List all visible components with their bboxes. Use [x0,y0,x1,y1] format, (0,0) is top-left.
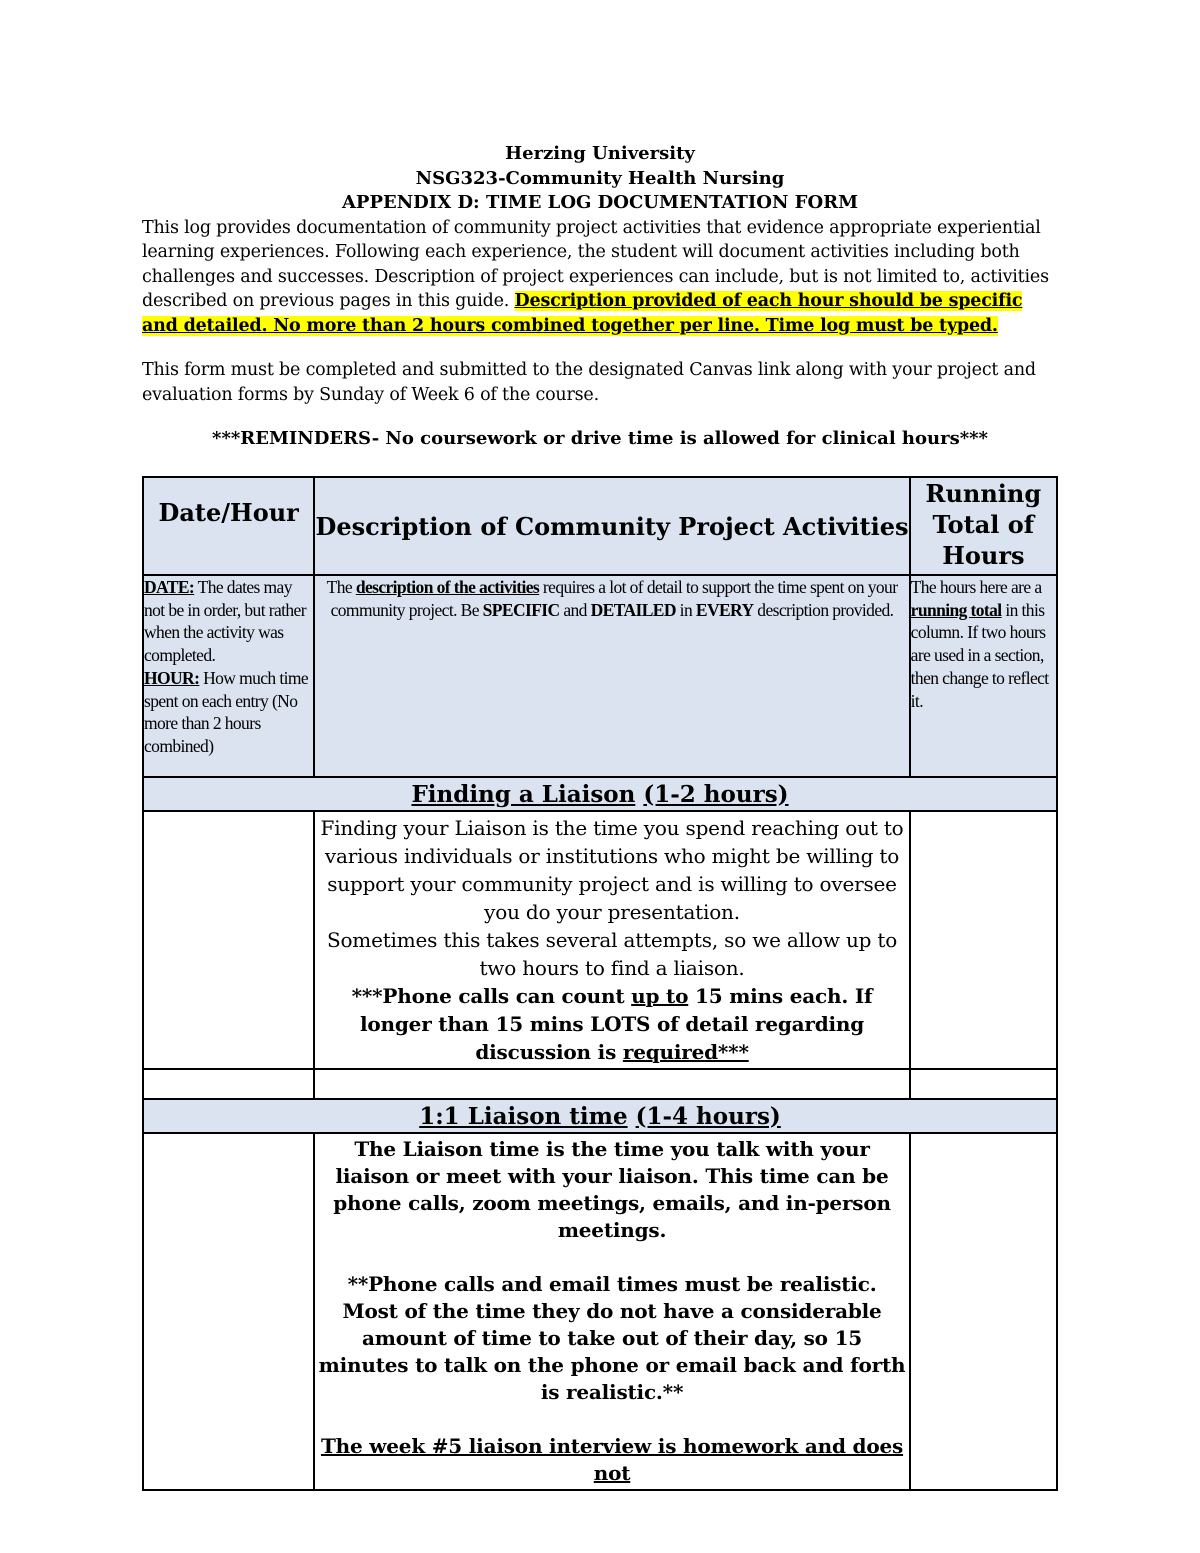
desc-mid3: in [675,599,696,620]
note-pre: ***Phone calls can count [351,984,632,1008]
note-end: required*** [622,1040,749,1064]
desc-end: description provided. [753,599,894,620]
appendix-title: APPENDIX D: TIME LOG DOCUMENTATION FORM [341,192,859,213]
section2-p3: The week #5 liaison interview is homework and does not [320,1434,904,1485]
header-description: Description of Community Project Activities [314,477,909,575]
date-cell[interactable] [143,811,314,1069]
date-text: The dates may not be in order, but rather when the activity was completed. [144,577,306,666]
desc-bold2: DETAILED [590,599,676,620]
course-title: NSG323-Community Health Nursing [415,167,785,189]
section2-p1: The Liaison time is the time you talk with your liaison or meet with your liaison. This time can be phone calls, zoom meetings, emails, and in-person meetings. [333,1137,891,1242]
run-underlined: running total [910,599,1002,620]
desc-bold1: SPECIFIC [482,599,560,620]
section1-p2: Sometimes this takes several attempts, so we allow up to two hours to find a liaison. [326,928,898,980]
running-total-cell[interactable] [910,1069,1057,1099]
desc-bold3: EVERY [695,599,754,620]
intro-text: This log provides documentation of community project activities that evidence appropriate experiential learning experiences. Following each experience, the student will document activities including both challenges and successes. Description of project experiences can include, but is not limited to, activities described on previous pages in this guide. [142,217,1049,311]
section2-space [628,1103,636,1130]
document-page [142,142,1058,451]
note-mid: 15 mins each. If longer than 15 mins LOTS of detail regarding discussion is [360,984,873,1064]
note-underlined: up to [631,984,689,1008]
section1-hours: (1-2 hours) [643,780,789,808]
date-instructions [143,575,314,777]
running-total-cell[interactable] [910,811,1057,1069]
reminder-text: ***REMINDERS- No coursework or drive time is allowed for clinical hours*** [212,428,988,449]
section-header-row [143,1099,1057,1133]
university-title: Herzing University [505,143,695,164]
running-total-cell[interactable] [910,1133,1057,1490]
section1-bold-note [317,982,906,1066]
table-row [143,1069,1057,1099]
table-row [143,811,1057,1069]
date-cell[interactable] [143,1069,314,1099]
header-running-total: Running Total of Hours [910,477,1057,575]
desc-mid2: and [559,599,591,620]
desc-underlined: description of the activities [355,577,540,597]
run-pre: The hours here are a [910,577,1042,597]
time-log-table [142,476,1058,1491]
section1-description [314,811,909,1069]
section2-p2: **Phone calls and email times must be realistic. Most of the time they do not have a considerable amount of time to take out of their day, so 15 minutes to talk on the phone or email back and forth is realistic.** [318,1272,906,1404]
section-liaison-time-title [143,1099,1057,1133]
section1-title: Finding a Liaison [411,780,636,808]
hour-text: How much time spent on each entry (No more than 2 hours combined) [144,667,309,756]
instructions-row [143,575,1057,777]
run-end: in this column. If two hours are used in a section, then change to reflect it. [910,599,1049,711]
header-row [143,477,1057,575]
date-cell[interactable] [143,1133,314,1490]
section-header-row [143,777,1057,811]
section2-hours: (1-4 hours) [635,1102,781,1130]
header-date: Date/Hour [143,477,314,575]
submission-paragraph: This form must be completed and submitted to the designated Canvas link along with your project and evaluation forms by Sunday of Week 6 of the course. [142,360,1036,405]
intro-paragraph [142,216,1058,339]
section1-p1: Finding your Liaison is the time you spend reaching out to various individuals or institutions who might be willing to support your community project and is willing to oversee you do your presentation. [320,816,904,924]
hour-label: HOUR: [144,667,200,688]
desc-mid1: requires a lot of detail to support the time spent on your community project. Be [330,577,898,620]
intro-highlight: Description provided of each hour should be specific and detailed. No more than 2 hours combined together per line. Time log must be typed. [142,291,1023,336]
section-finding-liaison-title [143,777,1057,811]
section2-description [314,1133,909,1490]
section2-title: 1:1 Liaison time [419,1102,628,1130]
table-row [143,1133,1057,1490]
description-cell[interactable] [314,1069,909,1099]
desc-pre: The [326,577,356,597]
date-label: DATE: [144,577,195,597]
running-instructions [910,575,1057,777]
description-instructions [314,575,909,777]
